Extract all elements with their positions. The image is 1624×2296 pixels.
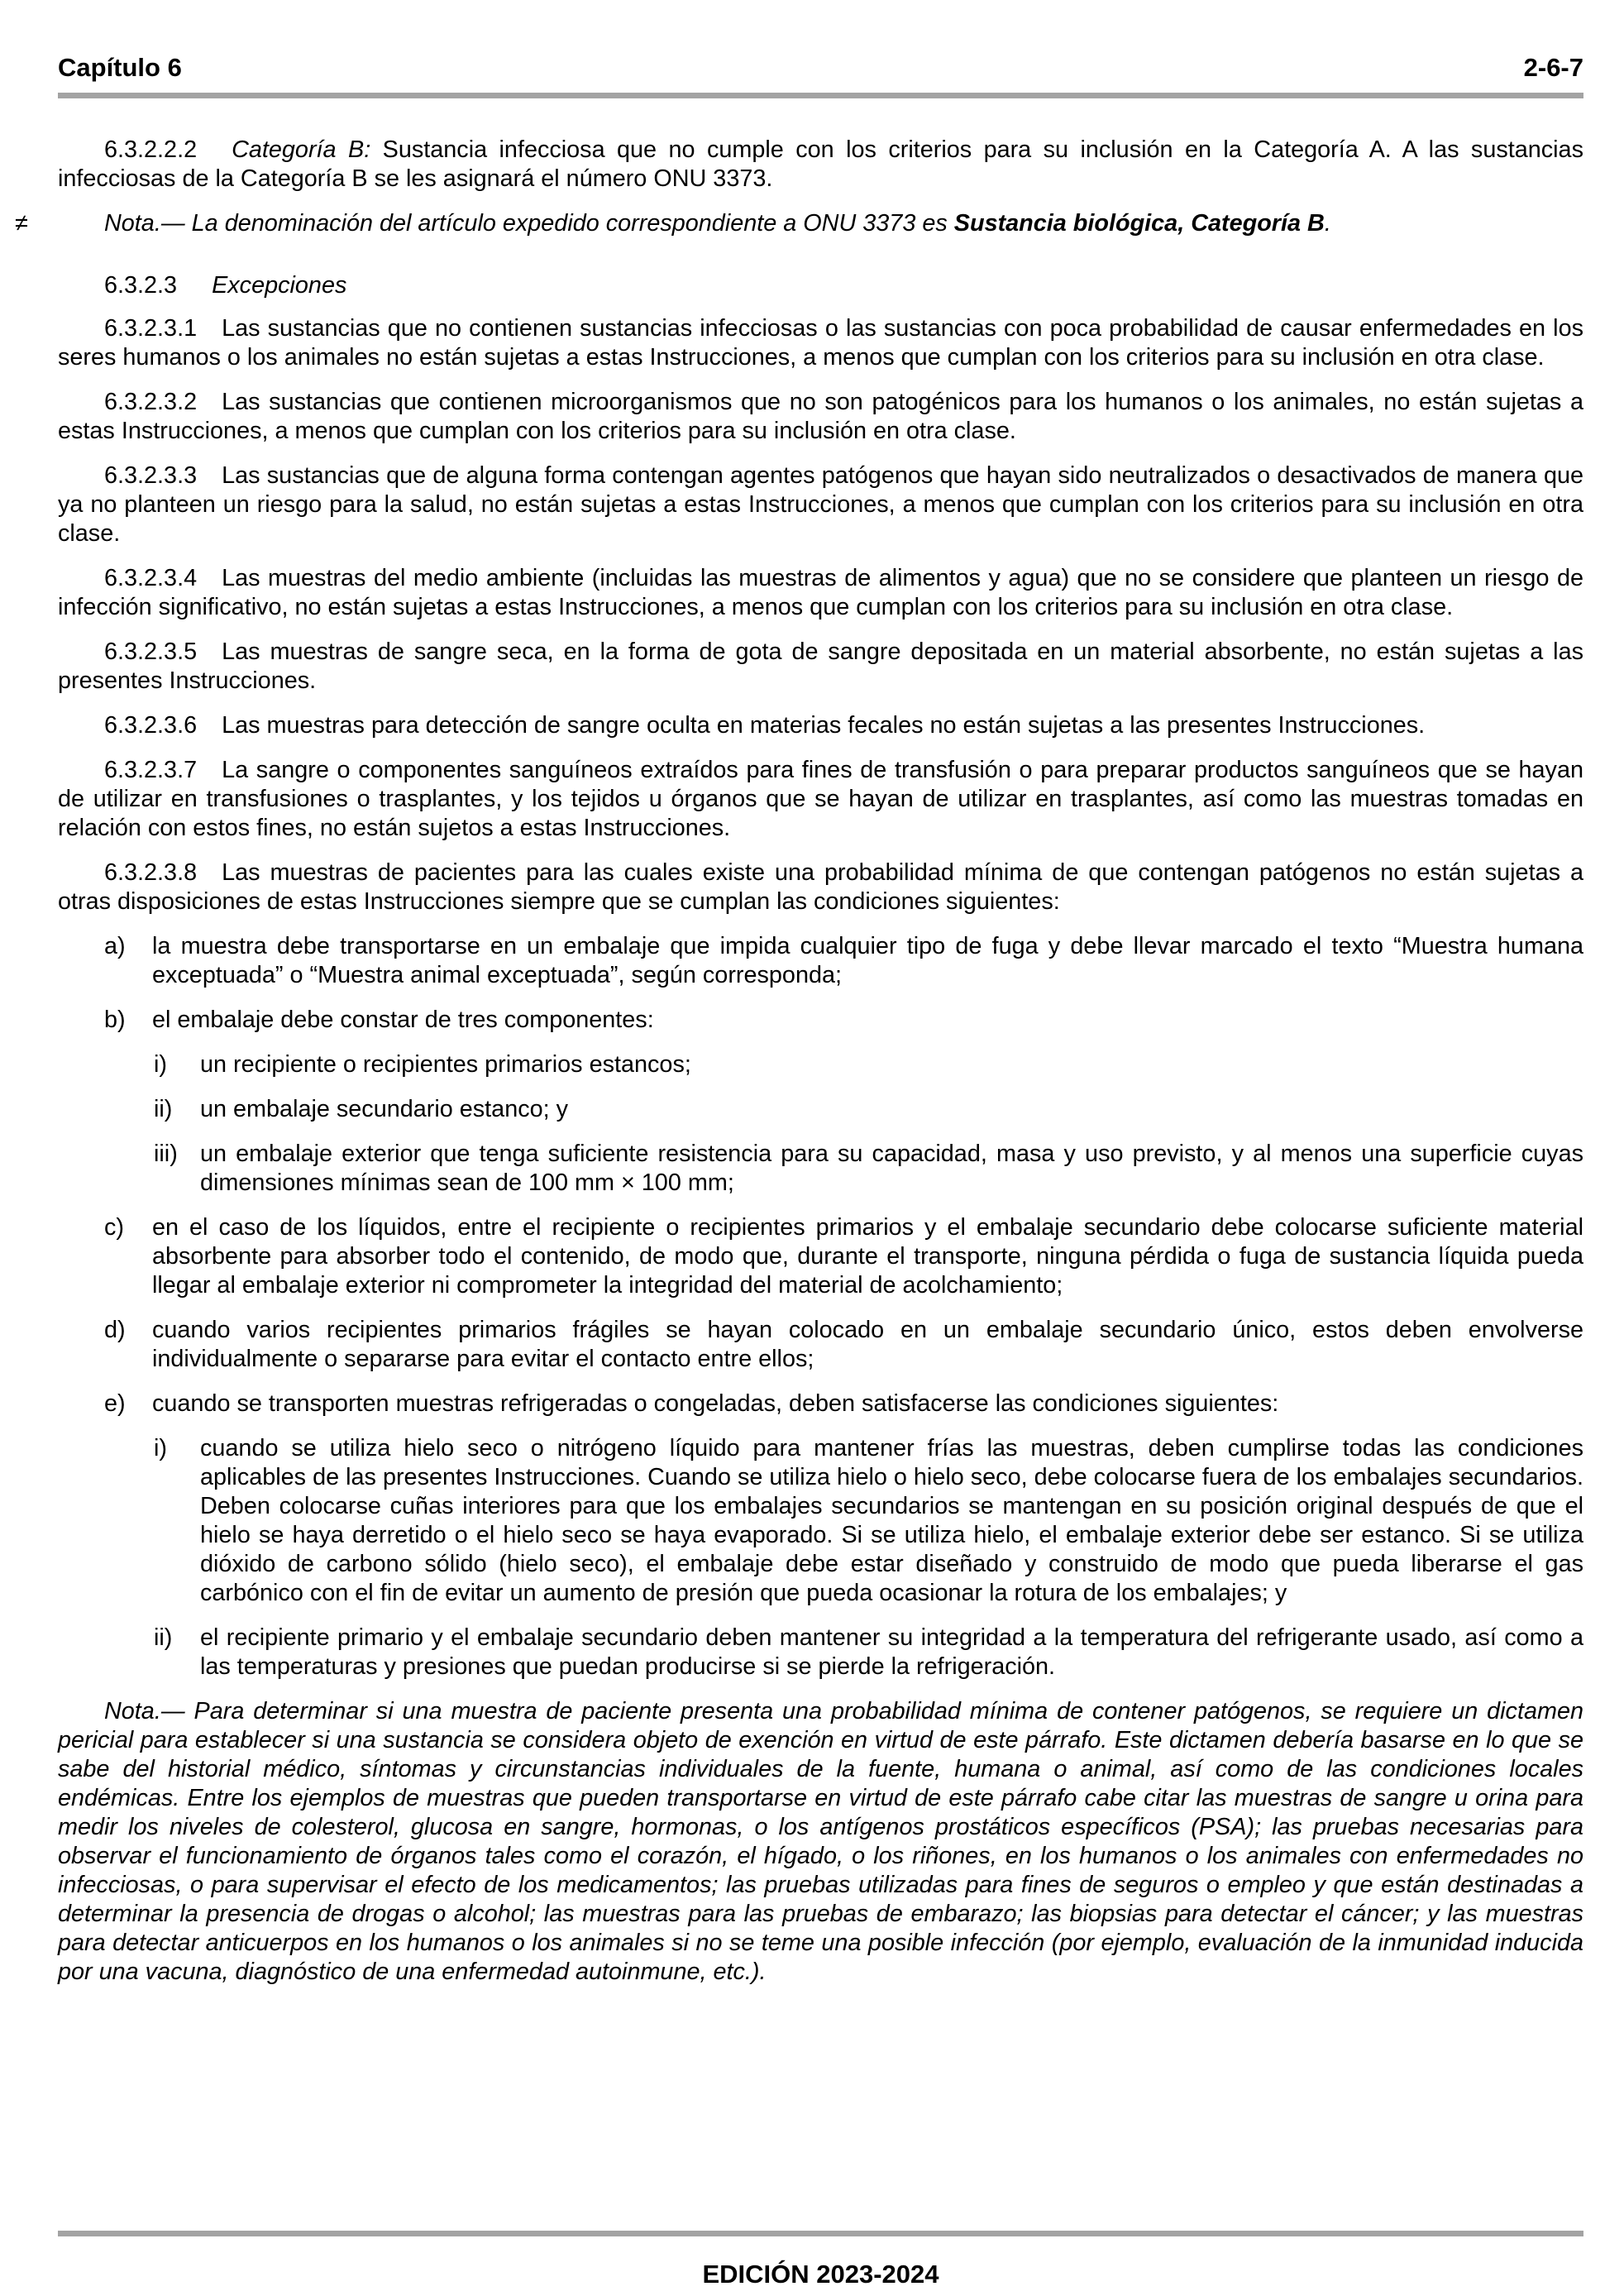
page-number: 2-6-7 <box>1523 53 1583 82</box>
note-end: . <box>1324 210 1331 237</box>
paragraph-6-3-2-3-5 <box>58 638 1583 696</box>
paragraph-number: 6.3.2.3.2 <box>104 389 198 415</box>
paragraph-6-3-2-3-2 <box>58 388 1583 446</box>
note-text: Para determinar si una muestra de paciente presenta una probabilidad mínima de contener patógenos, se requiere un dictamen pericial para establecer si una sustancia se considera objeto de exención en virtud de este párrafo. Este dictamen debería basarse en lo que se sabe del historial médico, síntomas y circunstancias individuales de la fuente, humana o animal, así como de las condiciones locales endémicas. Entre los ejemplos de muestras que pueden transportarse en virtud de este párrafo cabe citar las muestras de sangre u orina para medir los niveles de colesterol, glucosa en sangre, hormonas, o los antígenos prostáticos específicos (PSA); las pruebas necesarias para observar el funcionamiento de órganos tales como el corazón, el hígado, o los riñones, en los humanos o los animales con enfermedades no infecciosas, o para supervisar el efecto de los medicamentos; las pruebas utilizadas para fines de seguros o empleo y que están destinadas a determinar la presencia de drogas o alcohol; las muestras para las pruebas de embarazo; las biopsias para detectar el cáncer; y las muestras para detectar anticuerpos en los humanos o los animales si no se teme una posible infección (por ejemplo, evaluación de la inmunidad inducida por una vacuna, diagnóstico de una enfermedad autoinmune, etc.). <box>58 1698 1583 1985</box>
sublist-label: ii) <box>154 1096 173 1122</box>
sublist-text: un embalaje secundario estanco; y <box>200 1096 569 1122</box>
section-text: Sustancia infecciosa que no cumple con los criterios para su inclusión en la Categoría A. A las sustancias infecciosas de la Categoría B se les asignará el número ONU 3373. <box>58 136 1583 192</box>
note-label: Nota.— <box>104 210 185 237</box>
section-6-3-2-3 <box>58 271 1583 300</box>
list-label: a) <box>104 933 126 959</box>
sublist-item-b-ii <box>58 1095 1583 1124</box>
paragraph-6-3-2-3-7 <box>58 756 1583 843</box>
list-text: la muestra debe transportarse en un embalaje que impida cualquier tipo de fuga y debe llevar marcado el texto “Muestra humana exceptuada” o “Muestra animal exceptuada”, según corresponda; <box>152 933 1583 988</box>
chapter-title: Capítulo 6 <box>58 53 182 82</box>
paragraph-6-3-2-3-3 <box>58 462 1583 548</box>
paragraph-number: 6.3.2.3.1 <box>104 315 198 342</box>
section-6-3-2-2-2 <box>58 136 1583 194</box>
paragraph-number: 6.3.2.3.7 <box>104 757 198 783</box>
paragraph-number: 6.3.2.3.5 <box>104 639 198 665</box>
sublist-text: un embalaje exterior que tenga suficiente resistencia para su capacidad, masa y uso previsto, y al menos una superficie cuyas dimensiones mínimas sean de 100 mm × 100 mm; <box>200 1141 1583 1196</box>
paragraph-text: Las muestras del medio ambiente (incluidas las muestras de alimentos y agua) que no se considere que planteen un riesgo de infección significativo, no están sujetas a estas Instrucciones, a menos que cumplan con los criterios para su inclusión en otra clase. <box>58 565 1583 620</box>
list-item-b <box>58 1006 1583 1035</box>
note-text: La denominación del artículo expedido correspondiente a ONU 3373 es <box>191 210 948 237</box>
sublist-label: ii) <box>154 1624 173 1651</box>
paragraph-number: 6.3.2.3.3 <box>104 462 198 489</box>
sublist-label: iii) <box>154 1141 178 1167</box>
page-header <box>58 50 1583 86</box>
note-label: Nota.— <box>104 1698 185 1724</box>
list-item-d <box>58 1316 1583 1374</box>
sublist-item-b-iii <box>58 1140 1583 1198</box>
paragraph-text: Las sustancias que de alguna forma contengan agentes patógenos que hayan sido neutralizados o desactivados de manera que ya no planteen un riesgo para la salud, no están sujetas a estas Instrucciones, a menos que cumplan con los criterios para su inclusión en otra clase. <box>58 462 1583 547</box>
document-page <box>15 0 1583 2296</box>
paragraph-6-3-2-3-4 <box>58 564 1583 622</box>
section-title: Categoría B: <box>232 136 371 163</box>
footer-rule <box>58 2231 1583 2236</box>
paragraph-text: Las muestras de pacientes para las cuales existe una probabilidad mínima de que contengan patógenos no están sujetas a otras disposiciones de estas Instrucciones siempre que se cumplan las condiciones siguientes: <box>58 859 1583 915</box>
list-item-e <box>58 1390 1583 1418</box>
list-text: en el caso de los líquidos, entre el recipiente o recipientes primarios y el embalaje secundario debe colocarse suficiente material absorbente para absorber todo el contenido, de modo que, durante el transporte, ninguna pérdida o fuga de sustancia líquida pueda llegar al embalaje exterior ni comprometer la integridad del material de acolchamiento; <box>152 1214 1583 1299</box>
sublist-item-e-ii <box>58 1624 1583 1681</box>
sublist-text: un recipiente o recipientes primarios estancos; <box>200 1051 691 1078</box>
sublist-item-b-i <box>58 1050 1583 1079</box>
list-text: cuando se transporten muestras refrigeradas o congeladas, deben satisfacerse las condiciones siguientes: <box>152 1390 1279 1417</box>
section-number: 6.3.2.3 <box>104 272 178 299</box>
edition-footer: EDICIÓN 2023-2024 <box>702 2260 939 2289</box>
paragraph-number: 6.3.2.3.4 <box>104 565 198 591</box>
section-title: Excepciones <box>212 272 347 299</box>
list-item-a <box>58 932 1583 990</box>
list-label: d) <box>104 1317 126 1343</box>
paragraph-text: Las muestras de sangre seca, en la forma de gota de sangre depositada en un material absorbente, no están sujetas a las presentes Instrucciones. <box>58 639 1583 694</box>
list-item-c <box>58 1213 1583 1300</box>
sublist-item-e-i <box>58 1434 1583 1608</box>
paragraph-text: Las sustancias que no contienen sustancias infecciosas o las sustancias con poca probabilidad de causar enfermedades en los seres humanos o los animales no están sujetas a estas Instrucciones, a menos que cumplan con los criterios para su inclusión en otra clase. <box>58 315 1583 371</box>
paragraph-6-3-2-3-6 <box>58 711 1583 740</box>
paragraph-number: 6.3.2.3.6 <box>104 712 198 739</box>
sublist-label: i) <box>154 1051 167 1078</box>
paragraph-text: Las sustancias que contienen microorganismos que no son patogénicos para los humanos o los animales, no están sujetas a estas Instrucciones, a menos que cumplan con los criterios para su inclusión en otra clase. <box>58 389 1583 444</box>
amendment-marker: ≠ <box>15 210 28 237</box>
paragraph-number: 6.3.2.3.8 <box>104 859 198 886</box>
page-body <box>15 136 1583 1987</box>
list-label: e) <box>104 1390 126 1417</box>
header-rule <box>58 93 1583 98</box>
note-category-b <box>15 209 1583 238</box>
sublist-text: el recipiente primario y el embalaje secundario deben mantener su integridad a la temperatura del refrigerante usado, así como a las temperaturas y presiones que puedan producirse si se pierde la refrigeración. <box>200 1624 1583 1680</box>
list-label: b) <box>104 1007 126 1033</box>
paragraph-6-3-2-3-8 <box>58 859 1583 916</box>
note-patient-samples <box>58 1697 1583 1987</box>
paragraph-text: Las muestras para detección de sangre oculta en materias fecales no están sujetas a las presentes Instrucciones. <box>222 712 1426 739</box>
paragraph-6-3-2-3-1 <box>58 314 1583 372</box>
sublist-label: i) <box>154 1435 167 1461</box>
sublist-text: cuando se utiliza hielo seco o nitrógeno líquido para mantener frías las muestras, deben cumplirse todas las condiciones aplicables de las presentes Instrucciones. Cuando se utiliza hielo o hielo seco, debe colocarse fuera de los embalajes secundarios. Deben colocarse cuñas interiores para que los embalajes secundarios se mantengan en su posición original después de que el hielo se haya derretido o el hielo seco se haya evaporado. Si se utiliza hielo, el embalaje exterior debe ser estanco. Si se utiliza dióxido de carbono sólido (hielo seco), el embalaje debe estar diseñado y construido de modo que pueda liberarse el gas carbónico con el fin de evitar un aumento de presión que pueda ocasionar la rotura de los embalajes; y <box>200 1435 1583 1606</box>
list-text: el embalaje debe constar de tres componentes: <box>152 1007 654 1033</box>
paragraph-text: La sangre o componentes sanguíneos extraídos para fines de transfusión o para preparar productos sanguíneos que se hayan de utilizar en transfusiones o trasplantes, y los tejidos u órganos que se hayan de utilizar en trasplantes, así como las muestras tomadas en relación con estos fines, no están sujetos a estas Instrucciones. <box>58 757 1583 841</box>
list-label: c) <box>104 1214 124 1241</box>
list-text: cuando varios recipientes primarios frágiles se hayan colocado en un embalaje secundario único, estos deben envolverse individualmente o separarse para evitar el contacto entre ellos; <box>152 1317 1583 1372</box>
section-number: 6.3.2.2.2 <box>104 136 198 163</box>
note-bold-text: Sustancia biológica, Categoría B <box>953 210 1325 237</box>
